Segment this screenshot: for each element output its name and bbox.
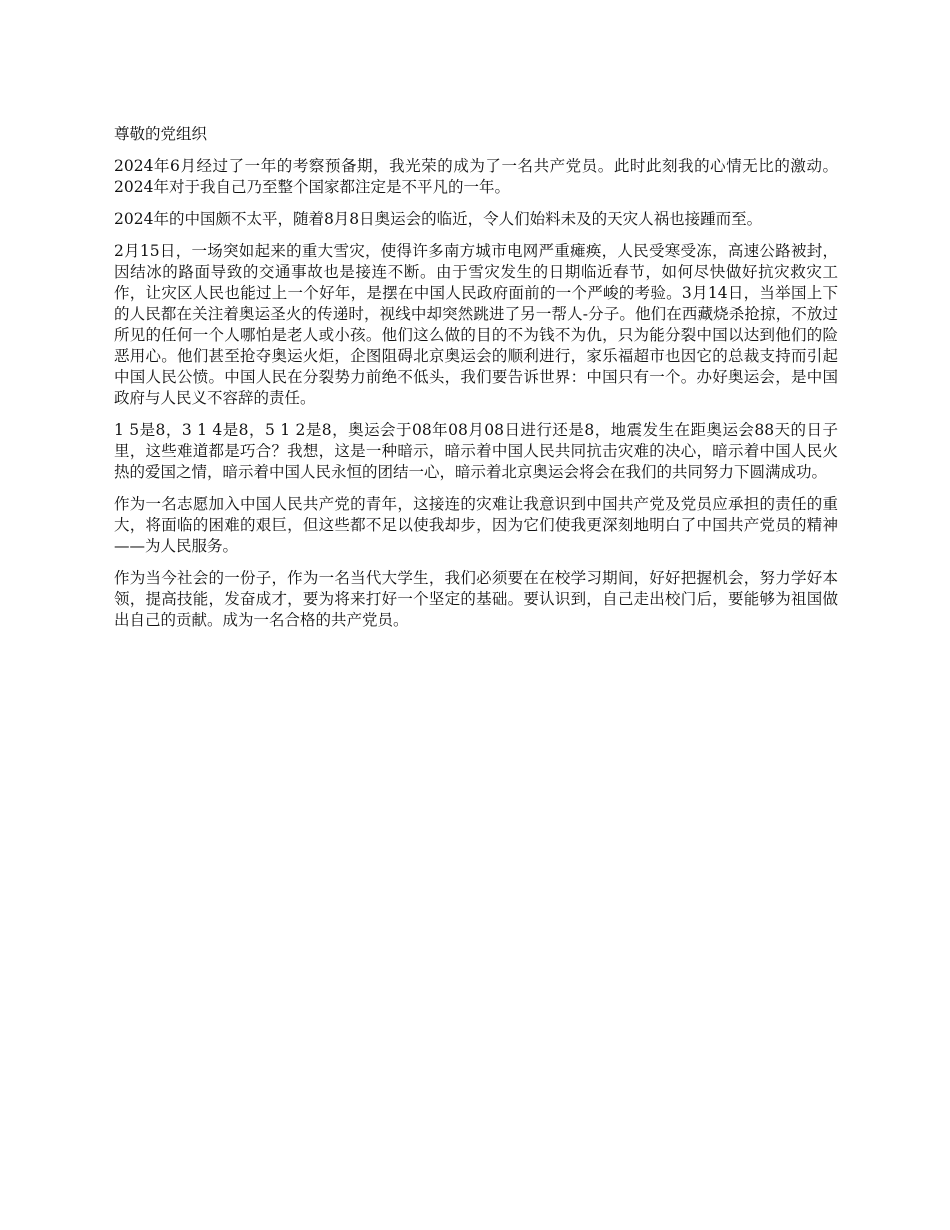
paragraph-4: 1 5是8，3 1 4是8，5 1 2是8，奥运会于08年08月08日进行还是8，地震发生在距奥运会88天的日子里，这些难道都是巧合？我想，这是一种暗示，暗示着中国人民共同抗击灾难的决心，暗示着中国人民火热的爱国之情，暗示着中国人民永恒的团结一心，暗示着北京奥运会将会在我们的共同努力下圆满成功。 xyxy=(114,421,838,481)
document-page xyxy=(114,124,838,642)
paragraph-2: 2024年的中国颇不太平，随着8月8日奥运会的临近，令人们始料未及的天灾人祸也接踵而至。 xyxy=(114,210,763,228)
paragraph-1: 2024年6月经过了一年的考察预备期，我光荣的成为了一名共产党员。此时此刻我的心情无比的激动。2024年对于我自己乃至整个国家都注定是不平凡的一年。 xyxy=(114,157,838,196)
salutation: 尊敬的党组织 xyxy=(114,125,208,143)
paragraph-5: 作为一名志愿加入中国人民共产党的青年，这接连的灾难让我意识到中国共产党及党员应承担的责任的重大，将面临的困难的艰巨，但这些都不足以使我却步，因为它们使我更深刻地明白了中国共产党员的精神——为人民服务。 xyxy=(114,495,838,555)
paragraph-6: 作为当今社会的一份子，作为一名当代大学生，我们必须要在在校学习期间，好好把握机会，努力学好本领，提高技能，发奋成才，要为将来打好一个坚定的基础。要认识到，自己走出校门后，要能够为祖国做出自己的贡献。成为一名合格的共产党员。 xyxy=(114,569,838,629)
paragraph-3: 2月15日，一场突如起来的重大雪灾，使得许多南方城市电网严重瘫痪，人民受寒受冻，高速公路被封，因结冰的路面导致的交通事故也是接连不断。由于雪灾发生的日期临近春节，如何尽快做好抗灾救灾工作，让灾区人民也能过上一个好年，是摆在中国人民政府面前的一个严峻的考验。3月14日，当举国上下的人民都在关注着奥运圣火的传递时，视线中却突然跳进了另一帮人-分子。他们在西藏烧杀抢掠，不放过所见的任何一个人哪怕是老人或小孩。他们这么做的目的不为钱不为仇，只为能分裂中国以达到他们的险恶用心。他们甚至抢夺奥运火炬，企图阻碍北京奥运会的顺利进行，家乐福超市也因它的总裁支持而引起中国人民公愤。中国人民在分裂势力前绝不低头，我们要告诉世界：中国只有一个。办好奥运会，是中国政府与人民义不容辞的责任。 xyxy=(114,242,838,407)
